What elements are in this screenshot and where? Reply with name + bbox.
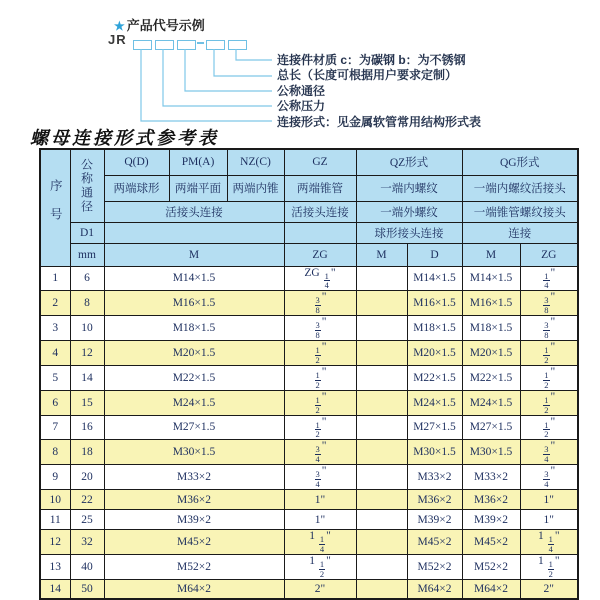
qg-m-cell: M14×1.5 [462,266,520,291]
qz-m-cell [356,390,407,415]
qz-d-cell: M52×2 [407,554,462,579]
header-seq: 序号 [40,149,70,266]
header-q-desc: 两端球形 [104,175,169,201]
header-d1: D1 [70,222,104,243]
seq-cell: 8 [40,440,70,465]
header-qz-d: D [407,243,462,266]
gz-cell: $\frac{1}{2}$ " [284,415,356,440]
qz-d-cell: M64×2 [407,579,462,599]
label-connection-type: 连接形式：见金属软管常用结构形式表 [277,114,482,129]
qz-m-cell [356,341,407,366]
header-m: M [104,243,284,266]
header-qg-desc1: 一端内螺纹活接头 [462,175,578,201]
gz-cell: $\frac{1}{2}$ " [284,341,356,366]
table-row-12 [40,530,578,555]
gz-cell: $\frac{1}{2}$ " [284,365,356,390]
header-zg: ZG [284,243,356,266]
qg-zg-cell: 2" [520,579,578,599]
dn-cell: 15 [70,390,104,415]
table-row-14 [40,579,578,599]
header-mm: mm [70,243,104,266]
code-label-list [277,53,481,130]
qz-m-cell [356,579,407,599]
qz-m-cell [356,554,407,579]
dn-cell: 14 [70,365,104,390]
dn-cell: 22 [70,490,104,510]
qg-m-cell: M20×1.5 [462,341,520,366]
table-row-6 [40,390,578,415]
dn-cell: 50 [70,579,104,599]
qz-m-cell [356,415,407,440]
qg-zg-cell: 1 $\frac{1}{2}$ " [520,554,578,579]
qz-d-cell: M22×1.5 [407,365,462,390]
gz-cell: 1" [284,490,356,510]
table-row-7 [40,415,578,440]
m-cell: M18×1.5 [104,316,284,341]
m-cell: M20×1.5 [104,341,284,366]
qz-d-cell: M18×1.5 [407,316,462,341]
table-title: 螺母连接形式参考表 [30,128,219,148]
seq-cell: 6 [40,390,70,415]
header-qz-desc2: 一端外螺纹 [356,201,462,222]
m-cell: M14×1.5 [104,266,284,291]
header-qz-desc1: 一端内螺纹 [356,175,462,201]
header-nz-desc: 两端内锥 [227,175,284,201]
seq-cell: 11 [40,510,70,530]
m-cell: M22×1.5 [104,365,284,390]
seq-cell: 12 [40,530,70,555]
product-code-prefix: JR [108,32,127,47]
qz-m-cell [356,365,407,390]
table-row-5 [40,365,578,390]
qg-zg-cell: 1" [520,490,578,510]
gz-cell: $\frac{3}{4}$ " [284,465,356,490]
qg-m-cell: M52×2 [462,554,520,579]
table-row-11 [40,510,578,530]
m-cell: M45×2 [104,530,284,555]
m-cell: M52×2 [104,554,284,579]
dn-cell: 25 [70,510,104,530]
gz-cell: 2" [284,579,356,599]
qz-m-cell [356,266,407,291]
header-qg-zg: ZG [520,243,578,266]
table-row-13 [40,554,578,579]
qg-m-cell: M30×1.5 [462,440,520,465]
qg-zg-cell: $\frac{1}{2}$ " [520,341,578,366]
header-nz: NZ(C) [227,149,284,175]
qz-d-cell: M16×1.5 [407,291,462,316]
header-q: Q(D) [104,149,169,175]
qz-m-cell [356,440,407,465]
gz-cell: ZG $\frac{1}{4}$ " [284,266,356,291]
m-cell: M33×2 [104,465,284,490]
qz-d-cell: M24×1.5 [407,390,462,415]
m-cell: M30×1.5 [104,440,284,465]
qz-m-cell [356,510,407,530]
dn-cell: 12 [70,341,104,366]
seq-cell: 2 [40,291,70,316]
m-cell: M24×1.5 [104,390,284,415]
header-qz-desc3: 球形接头连接 [356,222,462,243]
qg-m-cell: M22×1.5 [462,365,520,390]
dn-cell: 10 [70,316,104,341]
qg-zg-cell: $\frac{3}{4}$ " [520,440,578,465]
qz-d-cell: M33×2 [407,465,462,490]
qz-d-cell: M45×2 [407,530,462,555]
m-cell: M16×1.5 [104,291,284,316]
table-row-1 [40,266,578,291]
dn-cell: 32 [70,530,104,555]
m-cell: M64×2 [104,579,284,599]
label-nominal-diameter: 公称通径 [277,83,326,98]
qg-m-cell: M16×1.5 [462,291,520,316]
qz-d-cell: M20×1.5 [407,341,462,366]
qz-m-cell [356,291,407,316]
qz-d-cell: M14×1.5 [407,266,462,291]
gz-cell: 1" [284,510,356,530]
qg-zg-cell: 1 $\frac{1}{4}$ " [520,530,578,555]
table-row-8 [40,440,578,465]
qg-zg-cell: $\frac{1}{2}$ " [520,390,578,415]
seq-cell: 9 [40,465,70,490]
qg-m-cell: M64×2 [462,579,520,599]
qz-m-cell [356,316,407,341]
seq-cell: 10 [40,490,70,510]
qz-m-cell [356,465,407,490]
header-qz: QZ形式 [356,149,462,175]
gz-cell: 1 $\frac{1}{2}$ " [284,554,356,579]
qg-zg-cell: $\frac{1}{2}$ " [520,365,578,390]
label-material: 连接件材质 c：为碳钢 b：为不锈钢 [277,53,466,67]
qg-zg-cell: $\frac{3}{8}$ " [520,291,578,316]
header-gz: GZ [284,149,356,175]
qg-zg-cell: 1" [520,510,578,530]
header-qg-desc3: 连接 [462,222,578,243]
star-icon: ★ [114,19,125,33]
qg-zg-cell: $\frac{3}{8}$ " [520,316,578,341]
gz-cell: $\frac{1}{2}$ " [284,390,356,415]
table-row-2 [40,291,578,316]
dn-cell: 20 [70,465,104,490]
header-pm-desc: 两端平面 [169,175,227,201]
seq-cell: 13 [40,554,70,579]
qz-d-cell: M30×1.5 [407,440,462,465]
qz-d-cell: M36×2 [407,490,462,510]
qg-m-cell: M45×2 [462,530,520,555]
seq-cell: 4 [40,341,70,366]
header-empty-gz [284,222,356,243]
header-qg-m: M [462,243,520,266]
gz-cell: 1 $\frac{1}{4}$ " [284,530,356,555]
dn-cell: 18 [70,440,104,465]
qz-m-cell [356,490,407,510]
header-empty-left [104,222,284,243]
m-cell: M27×1.5 [104,415,284,440]
qg-m-cell: M18×1.5 [462,316,520,341]
label-nominal-pressure: 公称压力 [277,99,326,114]
nut-connection-reference-table [39,148,579,600]
header-qz-m: M [356,243,407,266]
qz-m-cell [356,530,407,555]
header-dn: 公称通径 [70,149,104,222]
qz-d-cell: M39×2 [407,510,462,530]
product-code-example-label: 产品代号示例 [126,18,205,33]
qg-m-cell: M39×2 [462,510,520,530]
gz-cell: $\frac{3}{4}$ " [284,440,356,465]
qg-m-cell: M27×1.5 [462,415,520,440]
qg-zg-cell: $\frac{1}{2}$ " [520,415,578,440]
header-pm: PM(A) [169,149,227,175]
qg-zg-cell: $\frac{1}{4}$ " [520,266,578,291]
table-row-9 [40,465,578,490]
header-union-connection-gz: 活接头连接 [284,201,356,222]
header-qg-desc2: 一端锥管螺纹接头 [462,201,578,222]
qz-d-cell: M27×1.5 [407,415,462,440]
gz-cell: $\frac{3}{8}$ " [284,291,356,316]
header-gz-desc: 两端锥管 [284,175,356,201]
dn-cell: 40 [70,554,104,579]
gz-cell: $\frac{3}{8}$ " [284,316,356,341]
table-row-4 [40,341,578,366]
seq-cell: 14 [40,579,70,599]
header-union-connection: 活接头连接 [104,201,284,222]
dn-cell: 8 [70,291,104,316]
header-qg: QG形式 [462,149,578,175]
seq-cell: 5 [40,365,70,390]
m-cell: M36×2 [104,490,284,510]
seq-cell: 7 [40,415,70,440]
m-cell: M39×2 [104,510,284,530]
qg-m-cell: M36×2 [462,490,520,510]
dn-cell: 16 [70,415,104,440]
label-total-length: 总长（长度可根据用户要求定制） [277,68,458,83]
seq-cell: 1 [40,266,70,291]
qg-zg-cell: $\frac{3}{4}$ " [520,465,578,490]
seq-cell: 3 [40,316,70,341]
qg-m-cell: M24×1.5 [462,390,520,415]
dn-cell: 6 [70,266,104,291]
table-row-10 [40,490,578,510]
table-row-3 [40,316,578,341]
qg-m-cell: M33×2 [462,465,520,490]
